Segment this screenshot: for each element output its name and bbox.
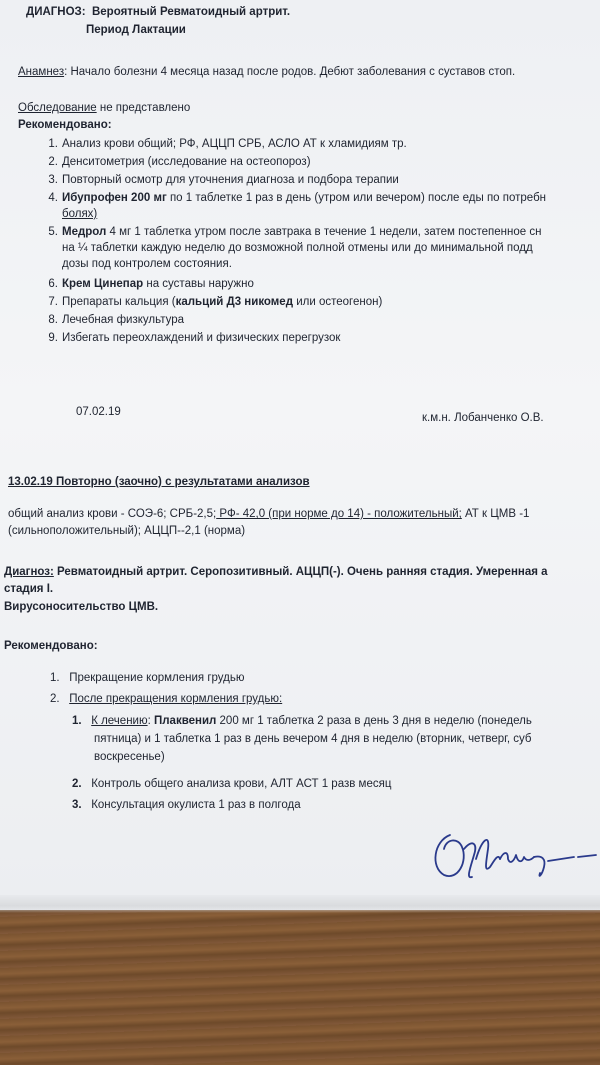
- doctor-name: к.м.н. Лобанченко О.В.: [422, 412, 544, 424]
- list-item: 1. Анализ крови общий; РФ, АЦЦП СРБ, АСЛО АТ к хламидиям тр.: [48, 138, 407, 150]
- final-diagnosis-line2: стадия I.: [4, 583, 54, 595]
- diagnosis-header-line2: Период Лактации: [86, 24, 186, 36]
- date-first-visit: 07.02.19: [76, 406, 121, 418]
- list-item: 7. Препараты кальция (кальций Д3 никомед или остеогенон): [48, 296, 383, 308]
- followup-item-2: 2. После прекращения кормления грудью:: [50, 693, 283, 705]
- sub-item-1: 1. К лечению: Плаквенил 200 мг 1 таблетка 2 раза в день 3 дня в неделю (понедель: [72, 715, 532, 727]
- followup-recommended-title: Рекомендовано:: [4, 640, 98, 652]
- examination: Обследование не представлено: [18, 102, 191, 114]
- list-item: 2. Денситометрия (исследование на остеопороз): [48, 156, 311, 168]
- list-item: 8. Лечебная физкультура: [48, 314, 185, 326]
- followup-title: 13.02.19 Повторно (заочно) с результатами анализов: [8, 476, 310, 488]
- list-item: 6. Крем Цинепар на суставы наружно: [48, 278, 254, 290]
- recommendations-list: [48, 136, 547, 348]
- wooden-table: [0, 900, 600, 1065]
- paper-bottom-edge: [0, 895, 600, 913]
- sub-item-1-line3: воскресенье): [94, 751, 165, 763]
- list-item: 3. Повторный осмотр для уточнения диагноза и подбора терапии: [48, 174, 399, 186]
- sub-item-1-line2: пятница) и 1 таблетка 1 раз в день вечером 4 дня в неделю (вторник, четверг, суб: [94, 733, 532, 745]
- doctor-signature: [428, 815, 600, 895]
- sub-item-2: 2. Контроль общего анализа крови, АЛТ АСТ 1 разв месяц: [72, 778, 392, 790]
- list-item: 5. Медрол 4 мг 1 таблетка утром после завтрака в течение 1 недели, затем постепенное сн на ¼ таблетки каждую неделю до возможной полной отмены или до минимальной подд дозы под контролем состояния.: [48, 226, 542, 270]
- test-results: общий анализ крови - СОЭ-6; СРБ-2,5; РФ- 42,0 (при норме до 14) - положительный; АТ к ЦМВ -1: [8, 508, 530, 520]
- virus-carrier: Вирусоносительство ЦМВ.: [4, 601, 159, 613]
- sub-item-3: 3. Консультация окулиста 1 раз в полгода: [72, 799, 301, 811]
- diagnosis-header: ДИАГНОЗ: Вероятный Ревматоидный артрит.: [26, 6, 291, 18]
- recommended-title: Рекомендовано:: [18, 119, 112, 131]
- list-item: 4. Ибупрофен 200 мг по 1 таблетке 1 раз в день (утром или вечером) после еды по потребн болях): [48, 192, 547, 220]
- test-results-line2: (сильноположительный); АЦЦП--2,1 (норма): [8, 525, 246, 537]
- followup-item-1: 1. Прекращение кормления грудью: [50, 672, 245, 684]
- anamnesis: Анамнез: Начало болезни 4 месяца назад после родов. Дебют заболевания с суставов стоп.: [18, 66, 516, 78]
- list-item: 9. Избегать переохлаждений и физических перегрузок: [48, 332, 341, 344]
- final-diagnosis: Диагноз: Ревматоидный артрит. Серопозитивный. АЦЦП(-). Очень ранняя стадия. Умеренная а: [4, 566, 548, 578]
